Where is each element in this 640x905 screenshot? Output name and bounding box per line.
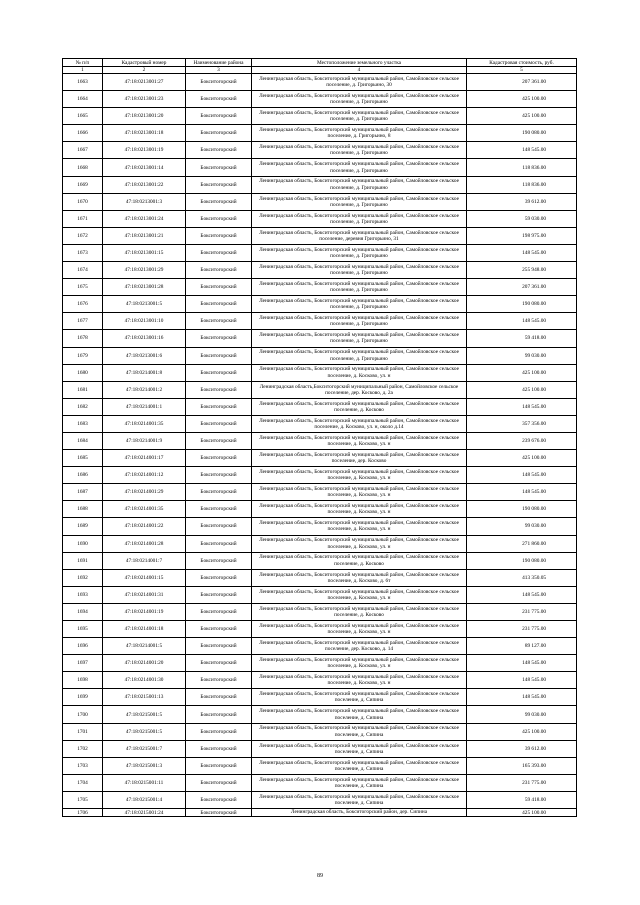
- row-number-cell: 1673: [63, 244, 103, 261]
- cadastral-number-cell: 47:18:0213001:29: [103, 262, 186, 279]
- district-cell: Бокситогорский: [186, 210, 252, 227]
- district-cell: Бокситогорский: [186, 432, 252, 449]
- district-cell: Бокситогорский: [186, 569, 252, 586]
- district-cell: Бокситогорский: [186, 91, 252, 108]
- location-cell: Ленинградская область, Бокситогорский муниципальный район, Самойловское сельское поселение, д. Косково, ул. н: [252, 467, 467, 484]
- table-row: [63, 108, 577, 125]
- table-row: [63, 210, 577, 227]
- cadastral-number-cell: 47:18:0213001:20: [103, 108, 186, 125]
- location-cell: Ленинградская область, Бокситогорский муниципальный район, Самойловское сельское поселение, д. Григорьино: [252, 193, 467, 210]
- cadastral-number-cell: 47:18:0214001:9: [103, 432, 186, 449]
- row-number-cell: 1664: [63, 91, 103, 108]
- cadastral-number-cell: 47:18:0213001:6: [103, 347, 186, 364]
- cadastral-value-cell: 255 948.00: [467, 262, 577, 279]
- cadastral-number-cell: 47:18:0215001:13: [103, 689, 186, 706]
- cadastral-value-cell: 425 100.00: [467, 450, 577, 467]
- table-row: [63, 723, 577, 740]
- cadastral-value-cell: 39 612.00: [467, 193, 577, 210]
- location-cell: Ленинградская область, Бокситогорский муниципальный район, Самойловское сельское поселение, д. Сипина: [252, 740, 467, 757]
- district-cell: Бокситогорский: [186, 655, 252, 672]
- row-number-cell: 1698: [63, 672, 103, 689]
- location-cell: Ленинградская область, Бокситогорский муниципальный район, Самойловское сельское поселение, д. Сипина: [252, 706, 467, 723]
- location-cell: Ленинградская область, Бокситогорский муниципальный район, Самойловское сельское поселение, д. Григорьино: [252, 91, 467, 108]
- column-number: 1: [63, 67, 103, 74]
- cadastral-number-cell: 47:18:0213001:5: [103, 296, 186, 313]
- district-cell: Бокситогорский: [186, 108, 252, 125]
- location-cell: Ленинградская область, Бокситогорский муниципальный район, Самойловское сельское поселение, деревня Григорьино, 31: [252, 227, 467, 244]
- location-cell: Ленинградская область, Бокситогорский муниципальный район, Самойловское сельское поселение, д. Косково, д. 6т: [252, 569, 467, 586]
- cadastral-number-cell: 47:18:0213001:27: [103, 74, 186, 91]
- cadastral-number-cell: 47:18:0213001:23: [103, 91, 186, 108]
- district-cell: Бокситогорский: [186, 381, 252, 398]
- cadastral-number-cell: 47:18:0213001:24: [103, 210, 186, 227]
- row-number-cell: 1666: [63, 125, 103, 142]
- location-cell: Ленинградская область, Бокситогорский муниципальный район, Самойловское сельское поселение, д. Григорьино: [252, 279, 467, 296]
- cadastral-value-cell: 425 100.00: [467, 723, 577, 740]
- cadastral-number-cell: 47:18:0213001:10: [103, 313, 186, 330]
- district-cell: Бокситогорский: [186, 330, 252, 347]
- location-cell: Ленинградская область, Бокситогорский муниципальный район, Самойловское сельское поселение, д. Григорьино: [252, 296, 467, 313]
- cadastral-number-cell: 47:18:0213001:14: [103, 159, 186, 176]
- cadastral-value-cell: 148 545.00: [467, 672, 577, 689]
- cadastral-number-cell: 47:18:0215001:11: [103, 774, 186, 791]
- location-cell: Ленинградская область, Бокситогорский муниципальный район, Самойловское сельское поселение, д. Григорьино: [252, 262, 467, 279]
- cadastral-value-cell: 413 350.05: [467, 569, 577, 586]
- cadastral-value-cell: 148 545.00: [467, 313, 577, 330]
- district-cell: Бокситогорский: [186, 193, 252, 210]
- table-row: [63, 296, 577, 313]
- location-cell: Ленинградская область, Бокситогорский муниципальный район, Самойловское сельское поселение, д. Сипина: [252, 791, 467, 808]
- cadastral-value-cell: 239 676.00: [467, 432, 577, 449]
- table-row: [63, 432, 577, 449]
- header-district-name: Наименование района: [186, 59, 252, 67]
- location-cell: Ленинградская область, Бокситогорский муниципальный район, Самойловское сельское поселение, д. Григорьино: [252, 347, 467, 364]
- table-row: [63, 347, 577, 364]
- cadastral-value-cell: 148 545.00: [467, 484, 577, 501]
- row-number-cell: 1679: [63, 347, 103, 364]
- cadastral-number-cell: 47:18:0213001:21: [103, 227, 186, 244]
- district-cell: Бокситогорский: [186, 159, 252, 176]
- table-row: [63, 74, 577, 91]
- table-row: [63, 621, 577, 638]
- cadastral-value-cell: 148 545.00: [467, 142, 577, 159]
- page-number: 89: [317, 873, 323, 879]
- district-cell: Бокситогорский: [186, 689, 252, 706]
- district-cell: Бокситогорский: [186, 672, 252, 689]
- district-cell: Бокситогорский: [186, 586, 252, 603]
- row-number-cell: 1697: [63, 655, 103, 672]
- cadastral-number-cell: 47:18:0213001:18: [103, 125, 186, 142]
- row-number-cell: 1668: [63, 159, 103, 176]
- location-cell: Ленинградская область, Бокситогорский муниципальный район, Самойловское сельское поселение, д. Григорьино: [252, 313, 467, 330]
- cadastral-value-cell: 39 612.00: [467, 740, 577, 757]
- location-cell: Ленинградская область, Бокситогорский муниципальный район, Самойловское сельское поселение, д. Сипина: [252, 774, 467, 791]
- district-cell: Бокситогорский: [186, 415, 252, 432]
- table-row: [63, 450, 577, 467]
- location-cell: Ленинградская область, Бокситогорский муниципальный район, Самойловское сельское поселение, д. Григорьино: [252, 244, 467, 261]
- district-cell: Бокситогорский: [186, 809, 252, 817]
- district-cell: Бокситогорский: [186, 74, 252, 91]
- table-row: [63, 638, 577, 655]
- location-cell: Ленинградская область, Бокситогорский муниципальный район, Самойловское сельское поселение, д. Сипина: [252, 689, 467, 706]
- district-cell: Бокситогорский: [186, 791, 252, 808]
- cadastral-number-cell: 47:18:0214001:30: [103, 672, 186, 689]
- table-row: [63, 501, 577, 518]
- cadastral-number-cell: 47:18:0214001:5: [103, 638, 186, 655]
- location-cell: Ленинградская область, Бокситогорский муниципальный район, Самойловское сельское поселение, д. Косково, ул. н: [252, 586, 467, 603]
- row-number-cell: 1675: [63, 279, 103, 296]
- table-row: [63, 313, 577, 330]
- district-cell: Бокситогорский: [186, 450, 252, 467]
- column-number: 2: [103, 67, 186, 74]
- row-number-cell: 1706: [63, 809, 103, 817]
- location-cell: Ленинградская область, Бокситогорский муниципальный район, Самойловское сельское поселение, д. Сипина: [252, 723, 467, 740]
- table-row: [63, 176, 577, 193]
- row-number-cell: 1688: [63, 501, 103, 518]
- row-number-cell: 1677: [63, 313, 103, 330]
- table-row: [63, 91, 577, 108]
- cadastral-value-cell: 207 361.00: [467, 279, 577, 296]
- header-cadastral-number: Кадастровый номер: [103, 59, 186, 67]
- location-cell: Ленинградская область, Бокситогорский район, дер. Сипина: [252, 809, 467, 817]
- table-row: [63, 193, 577, 210]
- row-number-cell: 1705: [63, 791, 103, 808]
- cadastral-number-cell: 47:18:0213001:16: [103, 330, 186, 347]
- row-number-cell: 1680: [63, 364, 103, 381]
- location-cell: Ленинградская область, Бокситогорский муниципальный район, Самойловское сельское поселение, д. Косково, ул. н: [252, 672, 467, 689]
- district-cell: Бокситогорский: [186, 262, 252, 279]
- district-cell: Бокситогорский: [186, 621, 252, 638]
- table-row: [63, 535, 577, 552]
- row-number-cell: 1674: [63, 262, 103, 279]
- cadastral-value-cell: 148 545.00: [467, 467, 577, 484]
- cadastral-number-cell: 47:18:0214001:22: [103, 518, 186, 535]
- row-number-cell: 1663: [63, 74, 103, 91]
- location-cell: Ленинградская область, Бокситогорский муниципальный район, Самойловское сельское поселение, д. Григорьино: [252, 142, 467, 159]
- row-number-cell: 1700: [63, 706, 103, 723]
- district-cell: Бокситогорский: [186, 364, 252, 381]
- cadastral-number-cell: 47:18:0214001:1: [103, 398, 186, 415]
- row-number-cell: 1704: [63, 774, 103, 791]
- cadastral-value-cell: 231 775.00: [467, 603, 577, 620]
- cadastral-value-cell: 231 775.00: [467, 774, 577, 791]
- district-cell: Бокситогорский: [186, 638, 252, 655]
- table-row: [63, 655, 577, 672]
- cadastral-value-cell: 271 860.00: [467, 535, 577, 552]
- cadastral-value-cell: 198 975.00: [467, 227, 577, 244]
- row-number-cell: 1670: [63, 193, 103, 210]
- column-number: 3: [186, 67, 252, 74]
- location-cell: Ленинградская область, Бокситогорский муниципальный район, Самойловское сельское поселение, д. Григорьино, 30: [252, 74, 467, 91]
- row-number-cell: 1694: [63, 603, 103, 620]
- district-cell: Бокситогорский: [186, 142, 252, 159]
- table-row: [63, 706, 577, 723]
- location-cell: Ленинградская область, Бокситогорский муниципальный район, Самойловское сельское поселение, д. Косково: [252, 552, 467, 569]
- table-row: [63, 279, 577, 296]
- table-header-row: [63, 59, 577, 67]
- row-number-cell: 1696: [63, 638, 103, 655]
- table-row: [63, 569, 577, 586]
- district-cell: Бокситогорский: [186, 227, 252, 244]
- district-cell: Бокситогорский: [186, 484, 252, 501]
- cadastral-value-cell: 148 545.00: [467, 244, 577, 261]
- cadastral-value-table: [62, 58, 577, 817]
- table-row: [63, 740, 577, 757]
- table-row: [63, 809, 577, 817]
- table-row: [63, 552, 577, 569]
- cadastral-value-cell: 190 080.00: [467, 296, 577, 313]
- table-column-number-row: [63, 67, 577, 74]
- row-number-cell: 1676: [63, 296, 103, 313]
- table-row: [63, 398, 577, 415]
- row-number-cell: 1686: [63, 467, 103, 484]
- location-cell: Ленинградская область, Бокситогорский муниципальный район, Самойловское сельское поселение, д. Косково, ул. н, около д.14: [252, 415, 467, 432]
- district-cell: Бокситогорский: [186, 740, 252, 757]
- district-cell: Бокситогорский: [186, 467, 252, 484]
- district-cell: Бокситогорский: [186, 535, 252, 552]
- district-cell: Бокситогорский: [186, 398, 252, 415]
- district-cell: Бокситогорский: [186, 125, 252, 142]
- table-body: [63, 74, 577, 817]
- cadastral-number-cell: 47:18:0215001:4: [103, 791, 186, 808]
- location-cell: Ленинградская область, Бокситогорский муниципальный район, Самойловское сельское поселение, д. Косково, ул. н: [252, 364, 467, 381]
- cadastral-value-cell: 99 030.00: [467, 706, 577, 723]
- district-cell: Бокситогорский: [186, 296, 252, 313]
- cadastral-number-cell: 47:18:0213001:22: [103, 176, 186, 193]
- district-cell: Бокситогорский: [186, 774, 252, 791]
- cadastral-value-cell: 99 030.00: [467, 518, 577, 535]
- cadastral-value-cell: 357 356.00: [467, 415, 577, 432]
- cadastral-number-cell: 47:18:0214001:28: [103, 535, 186, 552]
- table-row: [63, 689, 577, 706]
- table-row: [63, 244, 577, 261]
- cadastral-value-cell: 118 836.00: [467, 159, 577, 176]
- cadastral-number-cell: 47:18:0214001:31: [103, 586, 186, 603]
- cadastral-value-cell: 190 080.00: [467, 501, 577, 518]
- location-cell: Ленинградская область, Бокситогорский муниципальный район, Самойловское сельское поселение, д. Григорьино: [252, 108, 467, 125]
- district-cell: Бокситогорский: [186, 518, 252, 535]
- cadastral-value-cell: 99 030.00: [467, 347, 577, 364]
- cadastral-value-cell: 148 545.00: [467, 398, 577, 415]
- cadastral-number-cell: 47:18:0214001:35: [103, 415, 186, 432]
- header-cadastral-value: Кадастровая стоимость, руб.: [467, 59, 577, 67]
- table-row: [63, 125, 577, 142]
- cadastral-number-cell: 47:18:0214001:29: [103, 484, 186, 501]
- district-cell: Бокситогорский: [186, 313, 252, 330]
- cadastral-value-cell: 207 361.00: [467, 74, 577, 91]
- district-cell: Бокситогорский: [186, 757, 252, 774]
- table-row: [63, 791, 577, 808]
- row-number-cell: 1690: [63, 535, 103, 552]
- district-cell: Бокситогорский: [186, 706, 252, 723]
- row-number-cell: 1684: [63, 432, 103, 449]
- cadastral-number-cell: 47:18:0215001:7: [103, 740, 186, 757]
- district-cell: Бокситогорский: [186, 176, 252, 193]
- row-number-cell: 1703: [63, 757, 103, 774]
- cadastral-value-cell: 148 545.00: [467, 689, 577, 706]
- district-cell: Бокситогорский: [186, 723, 252, 740]
- table-row: [63, 757, 577, 774]
- table-row: [63, 364, 577, 381]
- table-row: [63, 672, 577, 689]
- cadastral-value-cell: 165 393.00: [467, 757, 577, 774]
- row-number-cell: 1699: [63, 689, 103, 706]
- cadastral-number-cell: 47:18:0213001:19: [103, 142, 186, 159]
- location-cell: Ленинградская область, Бокситогорский муниципальный район, Самойловское сельское поселение, д. Косково, ул. н: [252, 432, 467, 449]
- row-number-cell: 1685: [63, 450, 103, 467]
- cadastral-value-cell: 425 100.00: [467, 108, 577, 125]
- cadastral-number-cell: 47:18:0213001:3: [103, 193, 186, 210]
- cadastral-number-cell: 47:18:0214001:20: [103, 655, 186, 672]
- cadastral-value-cell: 148 545.00: [467, 655, 577, 672]
- cadastral-number-cell: 47:18:0214001:2: [103, 381, 186, 398]
- row-number-cell: 1665: [63, 108, 103, 125]
- header-location: Местоположение земельного участка: [252, 59, 467, 67]
- row-number-cell: 1678: [63, 330, 103, 347]
- table-row: [63, 484, 577, 501]
- row-number-cell: 1667: [63, 142, 103, 159]
- table-row: [63, 330, 577, 347]
- cadastral-value-cell: 148 545.00: [467, 586, 577, 603]
- district-cell: Бокситогорский: [186, 552, 252, 569]
- cadastral-value-cell: 190 080.00: [467, 552, 577, 569]
- row-number-cell: 1695: [63, 621, 103, 638]
- location-cell: Ленинградская область, Бокситогорский муниципальный район, Самойловское сельское поселение, дер. Косково, д. 14: [252, 638, 467, 655]
- table-row: [63, 159, 577, 176]
- row-number-cell: 1692: [63, 569, 103, 586]
- location-cell: Ленинградская область, Бокситогорский муниципальный район, Самойловское сельское поселение, д. Григорьино: [252, 176, 467, 193]
- row-number-cell: 1672: [63, 227, 103, 244]
- cadastral-number-cell: 47:18:0213001:15: [103, 244, 186, 261]
- location-cell: Ленинградская область,Бокситогорский муниципальный район, Самойловское сельское поселение, дер. Косково, д. 2а: [252, 381, 467, 398]
- row-number-cell: 1691: [63, 552, 103, 569]
- cadastral-number-cell: 47:18:0214001:8: [103, 364, 186, 381]
- cadastral-number-cell: 47:18:0215001:3: [103, 757, 186, 774]
- column-number: 5: [467, 67, 577, 74]
- table-row: [63, 415, 577, 432]
- row-number-cell: 1683: [63, 415, 103, 432]
- location-cell: Ленинградская область, Бокситогорский муниципальный район, Самойловское сельское поселение, д. Григорьино: [252, 330, 467, 347]
- row-number-cell: 1681: [63, 381, 103, 398]
- location-cell: Ленинградская область, Бокситогорский муниципальный район, Самойловское сельское поселение, д. Косково, ул. н: [252, 655, 467, 672]
- row-number-cell: 1702: [63, 740, 103, 757]
- cadastral-number-cell: 47:18:0215001:5: [103, 723, 186, 740]
- cadastral-number-cell: 47:18:0214001:15: [103, 569, 186, 586]
- cadastral-number-cell: 47:18:0214001:12: [103, 467, 186, 484]
- cadastral-value-cell: 59 418.00: [467, 791, 577, 808]
- district-cell: Бокситогорский: [186, 244, 252, 261]
- location-cell: Ленинградская область, Бокситогорский муниципальный район, Самойловское сельское поселение, д. Григорьино: [252, 210, 467, 227]
- district-cell: Бокситогорский: [186, 603, 252, 620]
- table-row: [63, 467, 577, 484]
- column-number: 4: [252, 67, 467, 74]
- table-row: [63, 262, 577, 279]
- location-cell: Ленинградская область, Бокситогорский муниципальный район, Самойловское сельское поселение, д. Косково, ул. н: [252, 484, 467, 501]
- cadastral-number-cell: 47:18:0214001:19: [103, 603, 186, 620]
- row-number-cell: 1671: [63, 210, 103, 227]
- cadastral-value-cell: 118 836.00: [467, 176, 577, 193]
- location-cell: Ленинградская область, Бокситогорский муниципальный район, Самойловское сельское поселение, д. Григорьино: [252, 159, 467, 176]
- district-cell: Бокситогорский: [186, 501, 252, 518]
- table-row: [63, 586, 577, 603]
- row-number-cell: 1669: [63, 176, 103, 193]
- cadastral-number-cell: 47:18:0214001:18: [103, 621, 186, 638]
- location-cell: Ленинградская область, Бокситогорский муниципальный район, Самойловское сельское поселение, д. Григорьино, 8: [252, 125, 467, 142]
- cadastral-number-cell: 47:18:0214001:7: [103, 552, 186, 569]
- cadastral-value-cell: 89 127.00: [467, 638, 577, 655]
- row-number-cell: 1682: [63, 398, 103, 415]
- cadastral-value-cell: 425 100.00: [467, 91, 577, 108]
- cadastral-value-cell: 231 775.00: [467, 621, 577, 638]
- location-cell: Ленинградская область, Бокситогорский муниципальный район, Самойловское сельское поселение, д. Косково, ул. н: [252, 621, 467, 638]
- cadastral-value-cell: 425 100.00: [467, 809, 577, 817]
- cadastral-number-cell: 47:18:0215001:24: [103, 809, 186, 817]
- location-cell: Ленинградская область, Бокситогорский муниципальный район, Самойловское сельское поселение, д. Косково, ул. н: [252, 518, 467, 535]
- cadastral-value-cell: 59 030.00: [467, 210, 577, 227]
- table-row: [63, 518, 577, 535]
- cadastral-value-cell: 425 100.00: [467, 381, 577, 398]
- location-cell: Ленинградская область, Бокситогорский муниципальный район, Самойловское сельское поселение, д. Косково: [252, 398, 467, 415]
- table-row: [63, 603, 577, 620]
- row-number-cell: 1687: [63, 484, 103, 501]
- row-number-cell: 1701: [63, 723, 103, 740]
- cadastral-value-cell: 190 080.00: [467, 125, 577, 142]
- location-cell: Ленинградская область, Бокситогорский муниципальный район, Самойловское сельское поселение, д. Сипина: [252, 757, 467, 774]
- table-row: [63, 381, 577, 398]
- cadastral-value-cell: 59 418.00: [467, 330, 577, 347]
- table-row: [63, 142, 577, 159]
- location-cell: Ленинградская область, Бокситогорский муниципальный район, Самойловское сельское поселение, д. Косково: [252, 603, 467, 620]
- table-row: [63, 227, 577, 244]
- row-number-cell: 1693: [63, 586, 103, 603]
- cadastral-number-cell: 47:18:0213001:28: [103, 279, 186, 296]
- cadastral-number-cell: 47:18:0215001:5: [103, 706, 186, 723]
- location-cell: Ленинградская область, Бокситогорский муниципальный район, Самойловское сельское поселение, д. Косково, ул. н: [252, 501, 467, 518]
- header-row-number: № п/п: [63, 59, 103, 67]
- district-cell: Бокситогорский: [186, 347, 252, 364]
- cadastral-number-cell: 47:18:0214001:35: [103, 501, 186, 518]
- district-cell: Бокситогорский: [186, 279, 252, 296]
- cadastral-number-cell: 47:18:0214001:17: [103, 450, 186, 467]
- cadastral-value-cell: 425 100.00: [467, 364, 577, 381]
- table-row: [63, 774, 577, 791]
- location-cell: Ленинградская область, Бокситогорский муниципальный район, Самойловское сельское поселение, д. Косково, ул. н: [252, 535, 467, 552]
- location-cell: Ленинградская область, Бокситогорский муниципальный район, Самойловское сельское поселение, дер. Косково: [252, 450, 467, 467]
- row-number-cell: 1689: [63, 518, 103, 535]
